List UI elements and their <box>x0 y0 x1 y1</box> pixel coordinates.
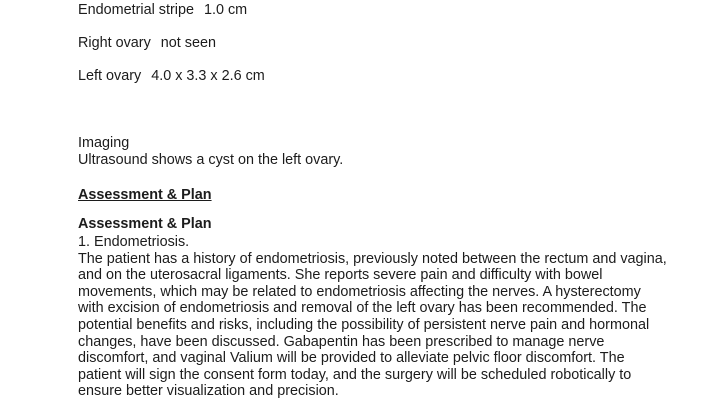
assessment-subheading: Assessment & Plan <box>78 216 212 232</box>
assessment-body-line: with excision of endometriosis and removal of the left ovary has been recommended. The <box>78 300 647 317</box>
measurement-endometrial-stripe <box>78 1 247 19</box>
measurement-label: Endometrial stripe <box>78 2 194 18</box>
measurement-label: Left ovary <box>78 68 142 84</box>
measurement-left-ovary <box>78 67 265 85</box>
measurement-right-ovary <box>78 34 216 52</box>
assessment-body-line: The patient has a history of endometriosis, previously noted between the rectum and vagina, <box>78 250 667 267</box>
assessment-body-line: ensure better visualization and precision. <box>78 383 339 400</box>
imaging-title: Imaging <box>78 135 130 151</box>
measurement-value: 4.0 x 3.3 x 2.6 cm <box>151 68 265 84</box>
assessment-body-line: potential benefits and risks, including the possibility of persistent nerve pain and hormonal <box>78 316 650 333</box>
measurement-value: 1.0 cm <box>203 2 248 18</box>
assessment-body-line: patient will sign the consent form today, and the surgery will be scheduled robotically to <box>78 366 632 383</box>
assessment-body-line: changes, have been discussed. Gabapentin has been prescribed to manage nerve <box>78 333 605 350</box>
measurement-value: not seen <box>160 35 217 51</box>
assessment-section <box>78 215 670 400</box>
assessment-section-heading: Assessment & Plan <box>78 187 212 203</box>
assessment-body-line: and on the uterosacral ligaments. She reports severe pain and difficulty with bowel <box>78 267 603 284</box>
assessment-body-line: discomfort, and vaginal Valium will be provided to alleviate pelvic floor discomfort. The <box>78 350 625 367</box>
measurement-label: Right ovary <box>78 35 151 51</box>
imaging-text: Ultrasound shows a cyst on the left ovary. <box>78 151 344 168</box>
assessment-body-line: movements, which may be related to endometriosis affecting the nerves. A hysterectomy <box>78 283 641 300</box>
assessment-item-title: 1. Endometriosis. <box>78 234 190 250</box>
imaging-section <box>78 135 670 168</box>
